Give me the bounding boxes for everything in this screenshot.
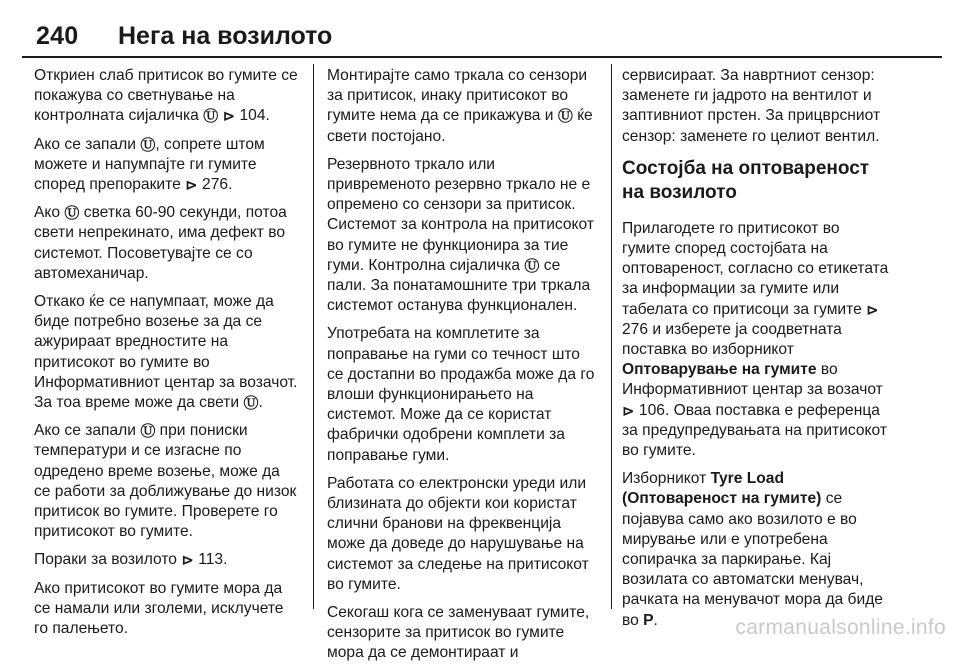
- column-divider: [313, 64, 314, 609]
- paragraph: Работата со електронски уреди или близината до објекти кои користат слични бранови на фреквенција може да доведе до нарушување на системот за следење на притисокот во гумите.: [327, 474, 589, 593]
- tpms-lamp-icon: Ⓤ: [203, 108, 219, 126]
- paragraph: Изборникот Tyre Load (Оптовареност на гумите) се појавува само ако возилото е во мирување или е употребена сопирачка за паркирање. Кај возилата со автоматски менувач, рачката на менувачот мора да биде во P.: [622, 470, 883, 629]
- page-ref-arrow-icon: ⊳: [622, 402, 635, 420]
- paragraph: Пораки за возилото ⊳ 113.: [34, 550, 298, 570]
- paragraph: Прилагодете го притисокот во гумите според состојбата на оптовареност, согласно со етикетата за информации за гумите или табелата со притисоци за гумите ⊳ 276 и изберете ја соодветната поставка во изборникот Оптоварување на гумите во Информативниот центар за возачот ⊳ 106. Оваа поставка е референца за предупредувањата на притисокот во гумите.: [622, 219, 889, 460]
- paragraph: Ако се запали Ⓤ при пониски температури и се изгасне по одредено време возење, може да се работи за доближување до низок притисок во гумите. Проверете го притисокот во гумите.: [34, 422, 297, 541]
- section-heading: Состојба на оптовареност на возилото: [622, 157, 870, 203]
- watermark: carmanualsonline.info: [735, 616, 946, 639]
- page-ref-arrow-icon: ⊳: [866, 301, 879, 319]
- paragraph: сервисираат. За навртниот сензор: заменете ги јадрото на вентилот и заптивниот прстен. За прицврсниот сензор: заменете го целиот вентил.: [622, 67, 881, 145]
- paragraph: Употребата на комплетите за поправање на гуми со течност што се достапни во продажба може да го влоши функционирањето на системот. Може да се користат фабрички одобрени комплети за поправање гуми.: [327, 325, 595, 464]
- page-ref-arrow-icon: ⊳: [222, 108, 236, 126]
- paragraph: Откриен слаб притисок во гумите се покажува со светнување на контролната сијаличка Ⓤ ⊳ 104.: [34, 66, 298, 127]
- page-ref-link[interactable]: 113.: [198, 551, 228, 569]
- page-ref-arrow-icon: ⊳: [181, 552, 194, 570]
- column-2: [327, 66, 597, 672]
- paragraph: Секогаш кога се заменуваат гумите, сензорите за притисок во гумите мора да се демонтираат и: [327, 604, 590, 662]
- page-title: Нега на возилото: [118, 22, 333, 50]
- tpms-lamp-icon: Ⓤ: [64, 205, 80, 223]
- gear-position: P: [643, 611, 654, 629]
- page-ref-link[interactable]: 104.: [239, 107, 270, 125]
- page-header: [0, 0, 960, 62]
- menu-option-name: Tyre Load (Оптовареност на гумите): [622, 470, 822, 508]
- tpms-lamp-icon: Ⓤ: [243, 395, 259, 413]
- tpms-lamp-icon: Ⓤ: [140, 423, 156, 441]
- paragraph: Монтирајте само тркала со сензори за притисок, инаку притисокот во гумите нема да се прикажува и Ⓤ ќе свети постојано.: [327, 67, 593, 145]
- column-1: [34, 66, 298, 647]
- paragraph: Ако Ⓤ светка 60-90 секунди, потоа свети непрекинато, има дефект во системот. Посоветувајте се со автомеханичар.: [34, 204, 287, 282]
- paragraph: Ако се запали Ⓤ, сопрете штом можете и напумпајте ги гумите според препораките ⊳ 276.: [34, 135, 298, 196]
- tpms-lamp-icon: Ⓤ: [557, 108, 573, 126]
- column-3: [622, 66, 892, 639]
- page-ref-arrow-icon: ⊳: [185, 177, 198, 195]
- paragraph: Резервното тркало или привременото резервно тркало не е опремено со сензори за притисок. Системот за контрола на притисокот во гумите не функционира за тие гуми. Контролна сијаличка Ⓤ се пали. За понатамошните три тркала системот останува функционален.: [327, 155, 595, 315]
- page-ref-link[interactable]: 276.: [202, 176, 233, 194]
- tpms-lamp-icon: Ⓤ: [140, 136, 156, 154]
- tpms-lamp-icon: Ⓤ: [524, 257, 540, 275]
- header-rule: [22, 56, 942, 58]
- menu-option-name: Оптоварување на гумите: [622, 361, 817, 379]
- column-divider: [611, 64, 612, 609]
- paragraph: Откако ќе се напумпаат, може да биде потребно возење за да се ажурираат вредностите на притисокот во гумите во Информативниот центар за возачот. За тоа време може да свети Ⓤ.: [34, 292, 298, 413]
- page-number: 240: [36, 22, 79, 50]
- paragraph: Ако притисокот во гумите мора да се намали или зголеми, исклучете го палењето.: [34, 579, 284, 638]
